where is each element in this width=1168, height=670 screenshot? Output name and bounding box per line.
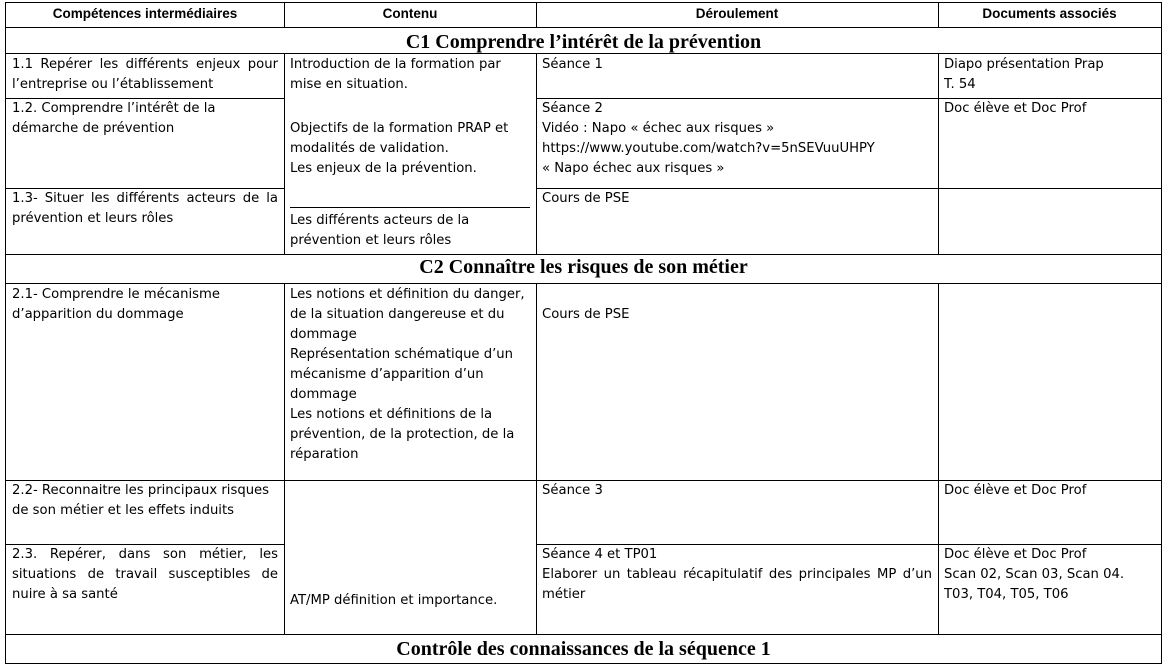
- rule-h-after-c1: [5, 53, 1162, 54]
- contenu-c1-objectifs: Objectifs de la formation PRAP et modalités de validation. Les enjeux de la prévention.: [290, 121, 509, 176]
- rule-h-before-footer: [5, 634, 1162, 635]
- competence-1-2: 1.2. Comprendre l’intérêt de la démarche de prévention: [12, 101, 216, 136]
- section-title-c2: C2 Connaître les risques de son métier: [419, 256, 748, 278]
- header-competences: Compétences intermédiaires: [52, 6, 238, 21]
- rule-v-col1-c1: [284, 53, 285, 254]
- documents-1-1-text: Diapo présentation Prap T. 54: [944, 57, 1104, 92]
- contenu-shared-atmp: AT/MP définition et importance.: [290, 593, 498, 608]
- rule-h-row-1-2: [5, 188, 284, 189]
- competence-2-3: 2.3. Repérer, dans son métier, les situations de travail susceptibles de nuire à sa santé: [12, 547, 278, 602]
- rule-h-row-1-2-right: [536, 188, 1162, 189]
- documents-2-2: Doc élève et Doc Prof: [944, 483, 1087, 498]
- rule-v-col1-c2: [284, 283, 285, 634]
- documents-2-1: [938, 284, 1161, 480]
- competence-1-1: 1.1 Repérer les différents enjeux pour l’entreprise ou l’établissement: [12, 57, 278, 92]
- deroulement-1-3: Cours de PSE: [542, 191, 630, 206]
- rule-h-row-2-2: [5, 544, 284, 545]
- footer-controle: Contrôle des connaissances de la séquence 1: [396, 638, 771, 660]
- deroulement-2-1: Cours de PSE: [542, 307, 630, 322]
- competence-2-1: 2.1- Comprendre le mécanisme d’apparition du dommage: [12, 287, 220, 322]
- header-deroulement: Déroulement: [695, 6, 779, 21]
- deroulement-2-2: Séance 3: [542, 483, 603, 498]
- rule-v-left: [5, 2, 6, 664]
- rule-v-col3-c2: [938, 283, 939, 634]
- documents-1-1: [938, 54, 1161, 98]
- rule-h-after-c2: [5, 283, 1162, 284]
- contenu-c1-intro: Introduction de la formation par mise en situation.: [290, 57, 501, 92]
- rule-h-contenu-divider: [290, 207, 530, 208]
- deroulement-1-1: Séance 1: [542, 57, 603, 72]
- rule-h-row-1-1: [5, 98, 284, 99]
- rule-v-col2-c2: [536, 283, 537, 634]
- rule-h-top: [5, 2, 1162, 3]
- documents-1-2: Doc élève et Doc Prof: [944, 101, 1087, 116]
- contenu-2-1: Les notions et définition du danger, de la situation dangereuse et du dommage Représentation schématique d’un mécanisme d’apparition d’un dommage Les notions et définitions de la prévention, de la protection, de la réparation: [290, 287, 525, 462]
- rule-v-col2-c1: [536, 53, 537, 254]
- header-documents: Documents associés: [982, 6, 1117, 21]
- rule-v-col3-header: [938, 2, 939, 27]
- rule-h-row-2-2-right: [536, 544, 1162, 545]
- documents-1-3: [938, 188, 1161, 254]
- rule-h-before-c2: [5, 254, 1162, 255]
- rule-h-after-header: [5, 27, 1162, 28]
- rule-v-right: [1161, 2, 1162, 664]
- rule-h-row-2-1: [5, 480, 1162, 481]
- competence-1-3: 1.3- Situer les différents acteurs de la prévention et leurs rôles: [12, 191, 278, 226]
- section-title-c1: C1 Comprendre l’intérêt de la prévention: [405, 31, 762, 53]
- header-contenu: Contenu: [382, 6, 438, 21]
- contenu-c1-acteurs: Les différents acteurs de la prévention et leurs rôles: [290, 213, 470, 248]
- rule-h-row-1-1-right: [536, 98, 1162, 99]
- deroulement-2-3: Séance 4 et TP01 Elaborer un tableau récapitulatif des principales MP d’un métier: [542, 547, 932, 602]
- documents-2-3: Doc élève et Doc Prof Scan 02, Scan 03, Scan 04. T03, T04, T05, T06: [944, 547, 1125, 602]
- deroulement-1-2: Séance 2 Vidéo : Napo « échec aux risques » https://www.youtube.com/watch?v=5nSEVuuUHPY « Napo échec aux risques »: [542, 101, 875, 176]
- competence-2-2: 2.2- Reconnaitre les principaux risques de son métier et les effets induits: [12, 483, 270, 518]
- rule-v-col1-header: [284, 2, 285, 27]
- rule-v-col2-header: [536, 2, 537, 27]
- rule-h-bottom: [5, 663, 1162, 664]
- rule-v-col3-c1: [938, 53, 939, 254]
